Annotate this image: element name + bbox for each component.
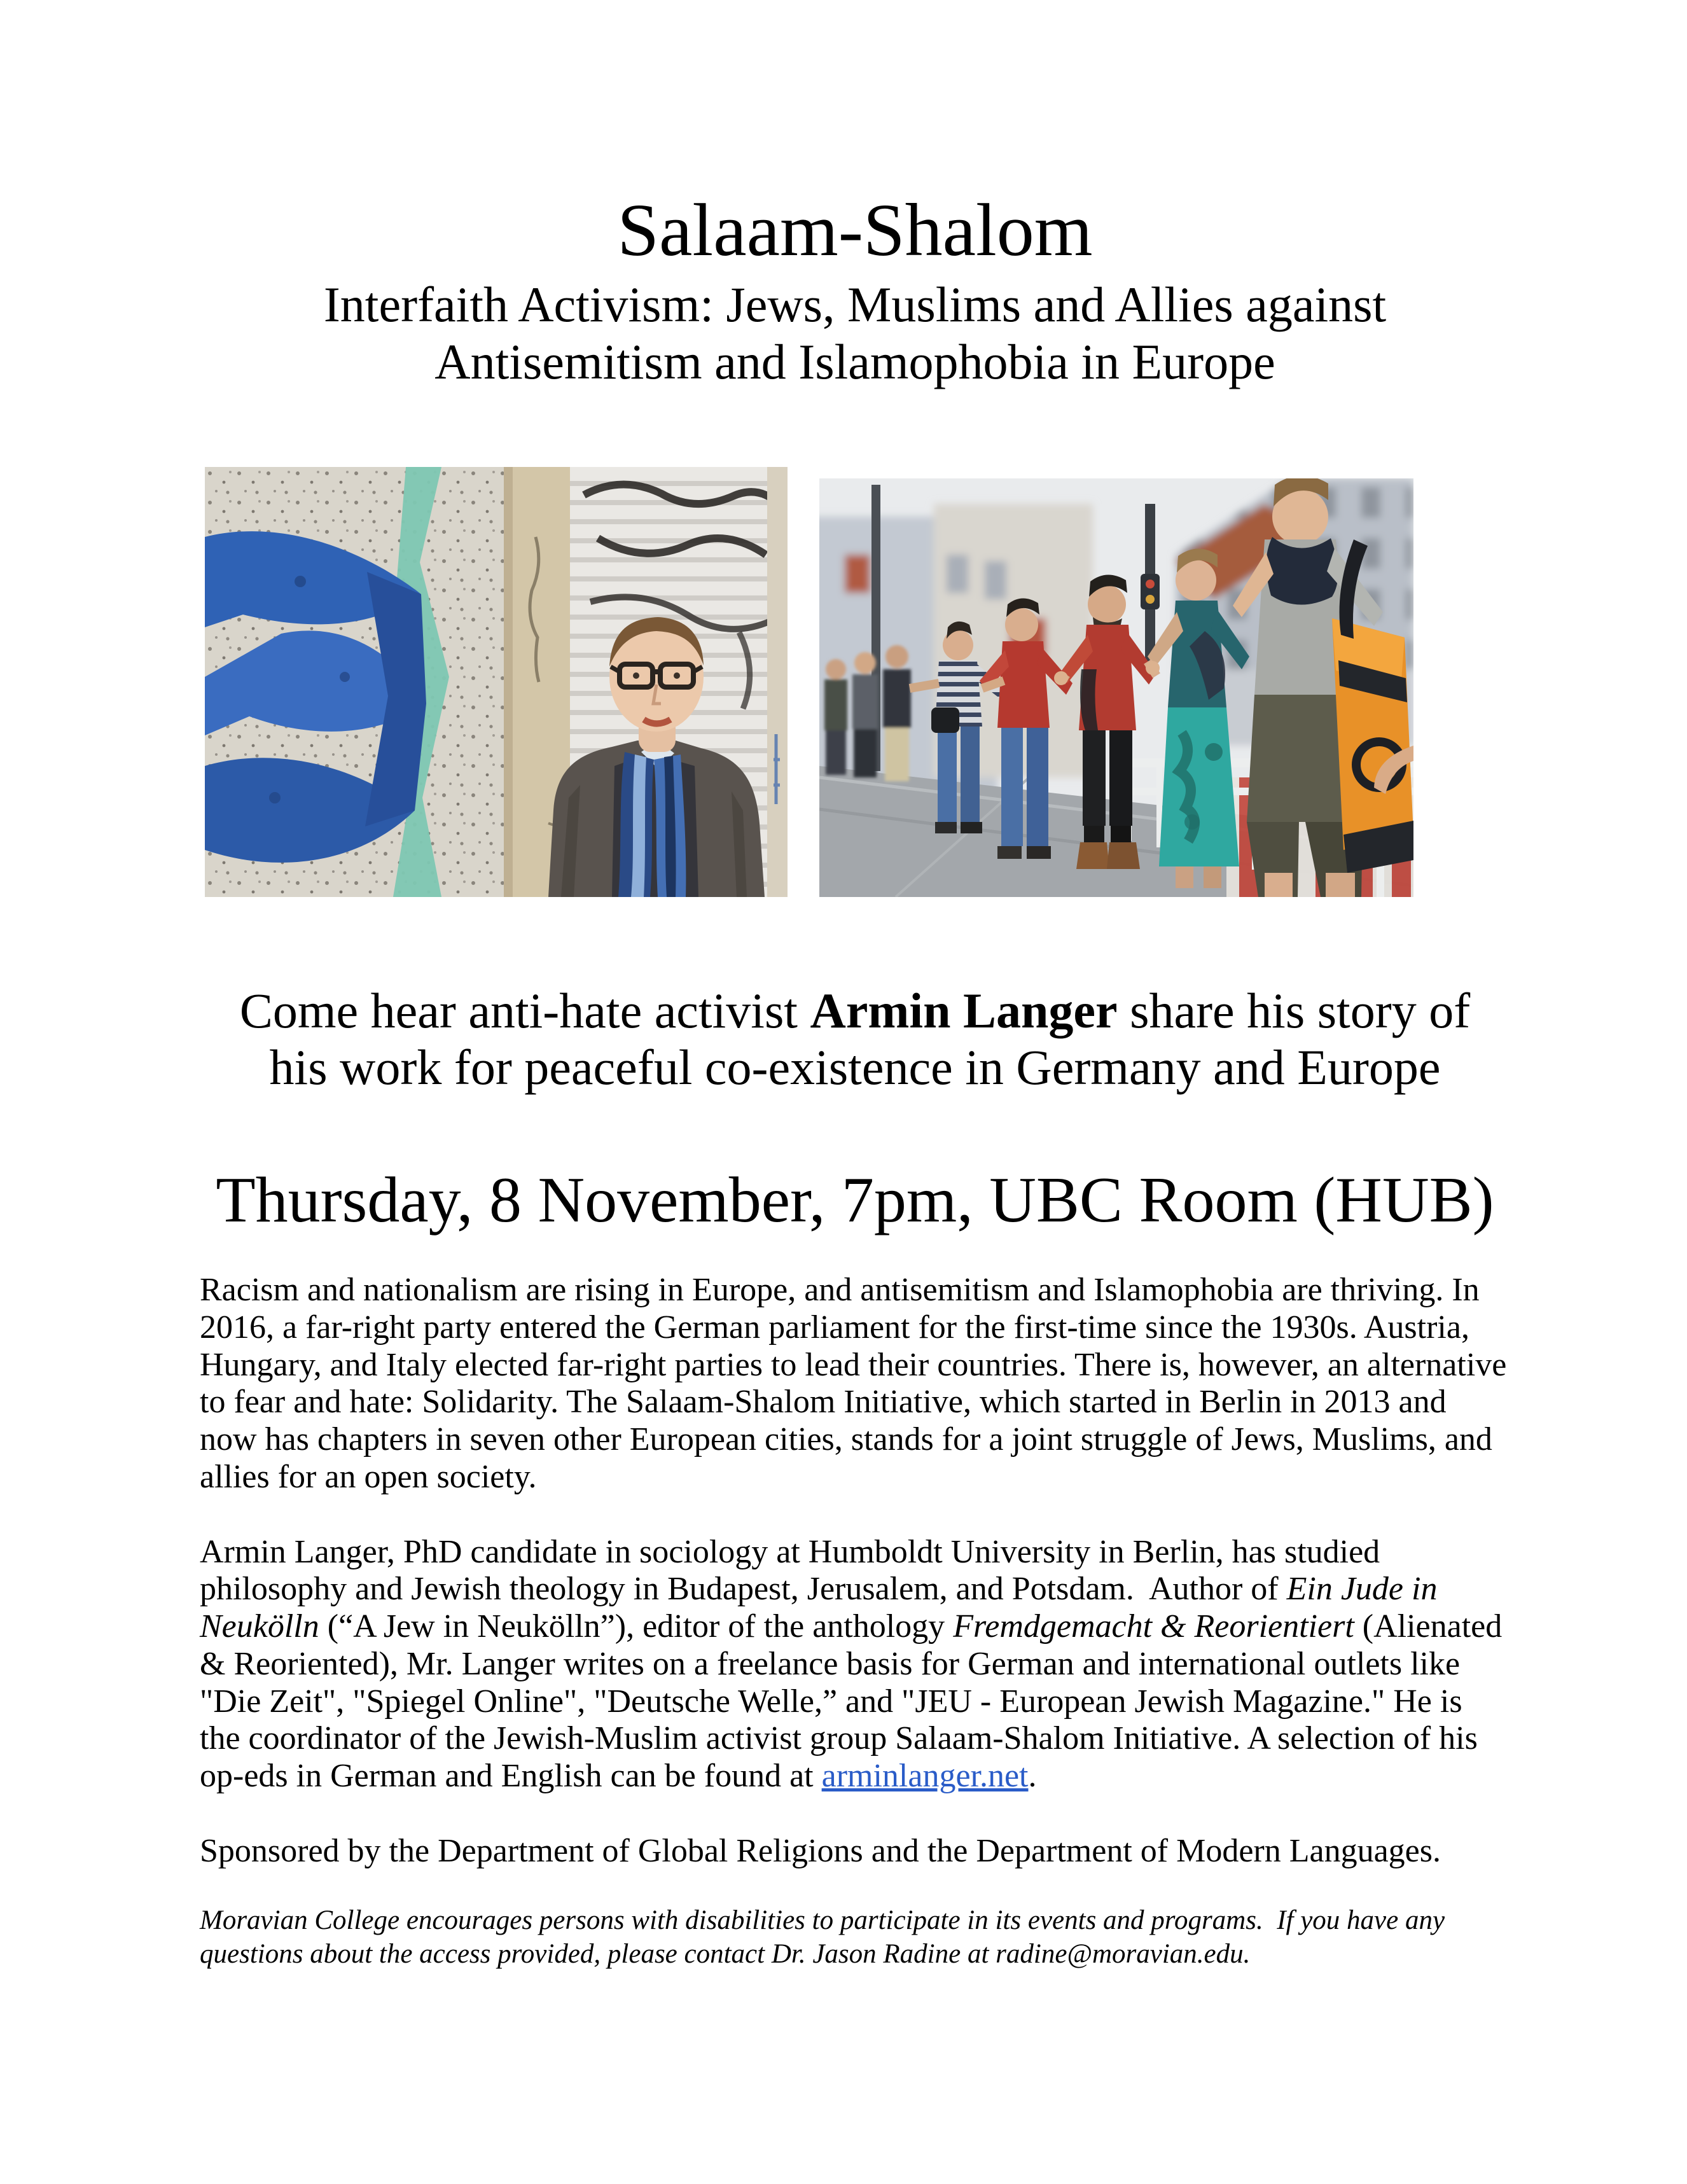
event-datetime-location: Thursday, 8 November, 7pm, UBC Room (HUB) <box>216 1164 1494 1236</box>
background-crowd <box>824 645 911 781</box>
bio-paragraph <box>200 1534 1510 1795</box>
book-title-ein-jude-in-neukoelln: Ein Jude in Neukölln <box>200 1571 1446 1645</box>
photo-row <box>205 467 1510 897</box>
human-chain-photo <box>819 478 1413 897</box>
intro-paragraph: Racism and nationalism are rising in Europe, and antisemitism and Islamophobia are thriving. In 2016, a far-right party entered the German parliament for the first-time since the 1930s. Austria, Hungary, and Italy elected far-right parties to lead their countries. There is, however, an alternative to fear and hate: Solidarity. The Salaam-Shalom Initiative, which started in Berlin in 2013 and now has chapters in seven other European cities, stands for a joint struggle of Jews, Muslims, and allies for an open society. <box>200 1272 1515 1495</box>
speaker-photo <box>205 467 788 897</box>
invite-text-pre: Come hear anti-hate activist <box>239 982 810 1038</box>
invite-heading <box>221 982 1490 1096</box>
bio-text-4: . <box>1028 1758 1037 1795</box>
arminlanger-net-link[interactable]: arminlanger.net <box>821 1758 1029 1795</box>
page-subtitle: Interfaith Activism: Jews, Muslims and Allies against Antisemitism and Islamophobia in Europe <box>323 277 1387 389</box>
book-title-fremdgemacht-reorientiert: Fremdgemacht & Reorientiert <box>953 1608 1354 1645</box>
bio-text-3: (Alienated & Reoriented), Mr. Langer writes on a freelance basis for German and international outlets like "Die Zeit", "Spiegel Online", "Deutsche Welle,” and "JEU - European Jewish Magazine." He is the coordinator of the Jewish-Muslim activist group Salaam-Shalom Initiative. A selection of his op-eds in German and English can be found at <box>200 1608 1511 1795</box>
page-title: Salaam-Shalom <box>617 188 1093 272</box>
accessibility-note: Moravian College encourages persons with disabilities to participate in its events and programs. If you have any questions about the access provided, please contact Dr. Jason Radine at radine@moravian.edu. <box>200 1905 1452 1970</box>
speaker-name: Armin Langer <box>810 982 1118 1038</box>
bio-text-1: Armin Langer, PhD candidate in sociology at Humboldt University in Berlin, has studied philosophy and Jewish theology in Budapest, Jerusalem, and Potsdam. Author of <box>200 1533 1389 1608</box>
bio-text-2: (“A Jew in Neukölln”), editor of the anthology <box>319 1608 954 1645</box>
sponsor-line: Sponsored by the Department of Global Religions and the Department of Modern Languages. <box>200 1832 1441 1869</box>
invite-text-post: share his story of his work for peaceful co-existence in Germany and Europe <box>269 982 1471 1095</box>
